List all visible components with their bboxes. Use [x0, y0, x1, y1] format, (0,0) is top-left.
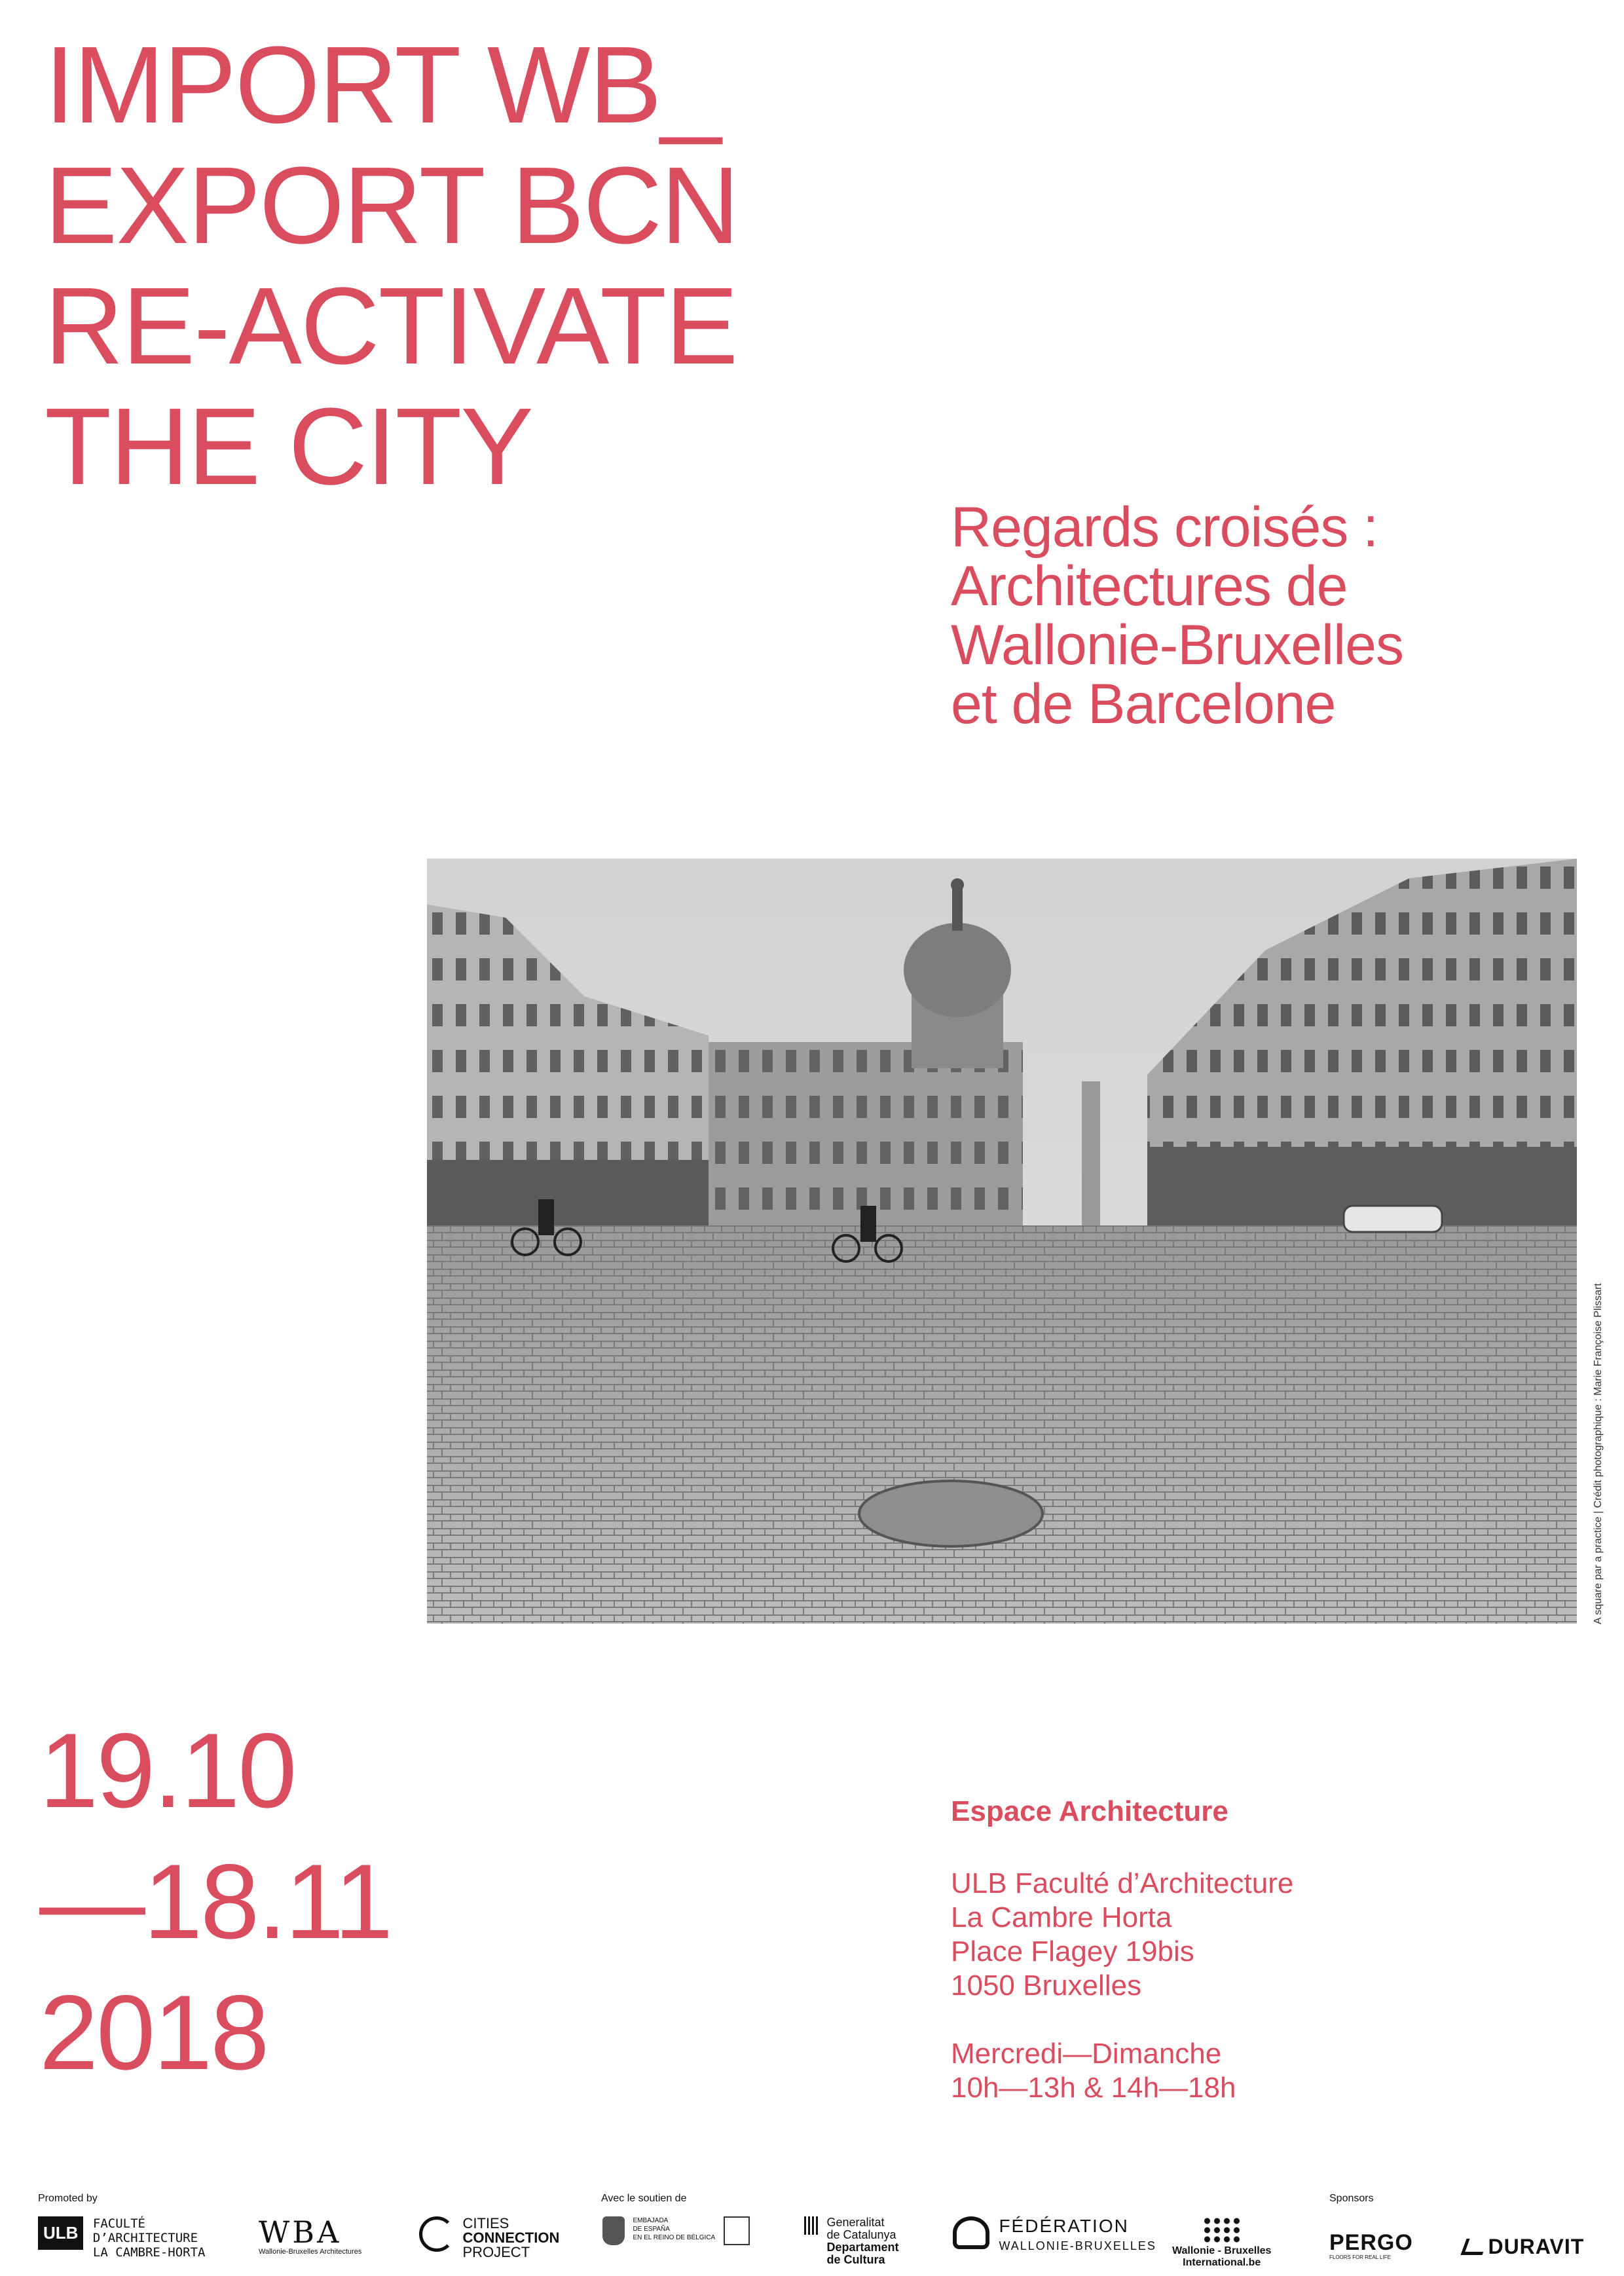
wbi-line: International.be — [1183, 2257, 1261, 2268]
footer-logos — [0, 2188, 1624, 2276]
date-end: —18.11 — [39, 1842, 392, 1961]
address-line: ULB Faculté d’Architecture — [951, 1867, 1294, 1899]
ulb-logo — [38, 2216, 205, 2260]
federation-mark-icon — [953, 2216, 989, 2249]
address-line: 1050 Bruxelles — [951, 1969, 1142, 2002]
cities-line: CITIES — [462, 2215, 509, 2231]
senyera-icon — [804, 2216, 819, 2235]
opening-days: Mercredi—Dimanche — [951, 2038, 1222, 2070]
generalitat-line: Departament — [826, 2241, 899, 2254]
subtitle-line: Architectures de — [951, 555, 1348, 618]
wba-mark: WBA — [259, 2214, 342, 2250]
generalitat-logo — [804, 2216, 898, 2266]
federation-line: WALLONIE-BRUXELLES — [999, 2239, 1156, 2252]
support-label: Avec le soutien de — [601, 2193, 687, 2204]
cities-line: CONNECTION — [462, 2229, 560, 2246]
photo-credit: A square par a practice | Crédit photographique : Marie Françoise Plissart — [1593, 1283, 1604, 1624]
pergo-mark: PERGO — [1329, 2230, 1413, 2255]
ulb-line: D’ARCHITECTURE — [92, 2231, 198, 2245]
venue-info — [951, 1795, 1293, 2105]
wbi-logo — [1172, 2216, 1271, 2269]
federation-line: FÉDÉRATION — [999, 2216, 1129, 2236]
generalitat-line: de Cultura — [826, 2253, 885, 2266]
pergo-logo — [1329, 2231, 1413, 2260]
address-line: La Cambre Horta — [951, 1901, 1172, 1933]
embajada-line: DE ESPAÑA — [633, 2226, 670, 2233]
ulb-mark: ULB — [38, 2216, 83, 2250]
dots-icon — [1202, 2216, 1242, 2243]
square-photograph — [427, 859, 1577, 1624]
date-year: 2018 — [39, 1973, 268, 2092]
coat-of-arms-icon — [602, 2216, 625, 2245]
subtitle-line: et de Barcelone — [951, 673, 1336, 736]
cities-connection-logo — [419, 2216, 559, 2260]
embajada-line: EN EL REINO DE BÉLGICA — [633, 2234, 716, 2241]
title-line: IMPORT WB_ — [45, 24, 720, 146]
address-line: Place Flagey 19bis — [951, 1935, 1194, 1968]
emblem-icon — [724, 2216, 750, 2245]
circle-icon — [419, 2216, 454, 2252]
date-start: 19.10 — [39, 1711, 295, 1830]
duravit-mark: DURAVIT — [1488, 2235, 1585, 2258]
title-line: THE CITY — [45, 386, 532, 508]
exhibition-dates — [39, 1706, 391, 2099]
generalitat-line: Generalitat — [826, 2216, 885, 2229]
title-line: EXPORT BCN — [45, 145, 739, 267]
wbi-line: Wallonie - Bruxelles — [1172, 2245, 1272, 2256]
embajada-line: EMBAJADA — [633, 2217, 669, 2224]
cities-line: PROJECT — [462, 2244, 530, 2260]
pergo-sub: FLOORS FOR REAL LIFE — [1329, 2254, 1391, 2260]
duravit-swoosh-icon — [1460, 2239, 1488, 2255]
wba-logo — [259, 2216, 361, 2256]
embajada-logo — [602, 2216, 750, 2245]
generalitat-line: de Catalunya — [826, 2228, 896, 2241]
title-line: RE-ACTIVATE — [45, 265, 737, 387]
ulb-line: LA CAMBRE-HORTA — [92, 2245, 206, 2260]
opening-hours: 10h—13h & 14h—18h — [951, 2072, 1236, 2104]
subtitle-line: Regards croisés : — [951, 496, 1378, 559]
main-title — [45, 25, 739, 507]
subtitle-line: Wallonie-Bruxelles — [951, 614, 1403, 677]
photo-illustration — [427, 859, 1577, 1624]
sponsors-label: Sponsors — [1329, 2193, 1374, 2204]
subtitle — [951, 498, 1403, 734]
wba-sub: Wallonie-Bruxelles Architectures — [259, 2248, 362, 2256]
federation-logo — [953, 2216, 1156, 2256]
venue-name: Espace Architecture — [951, 1795, 1228, 1827]
duravit-logo — [1464, 2235, 1584, 2259]
ulb-line: FACULTÉ — [92, 2216, 145, 2231]
promoted-by-label: Promoted by — [38, 2193, 98, 2204]
